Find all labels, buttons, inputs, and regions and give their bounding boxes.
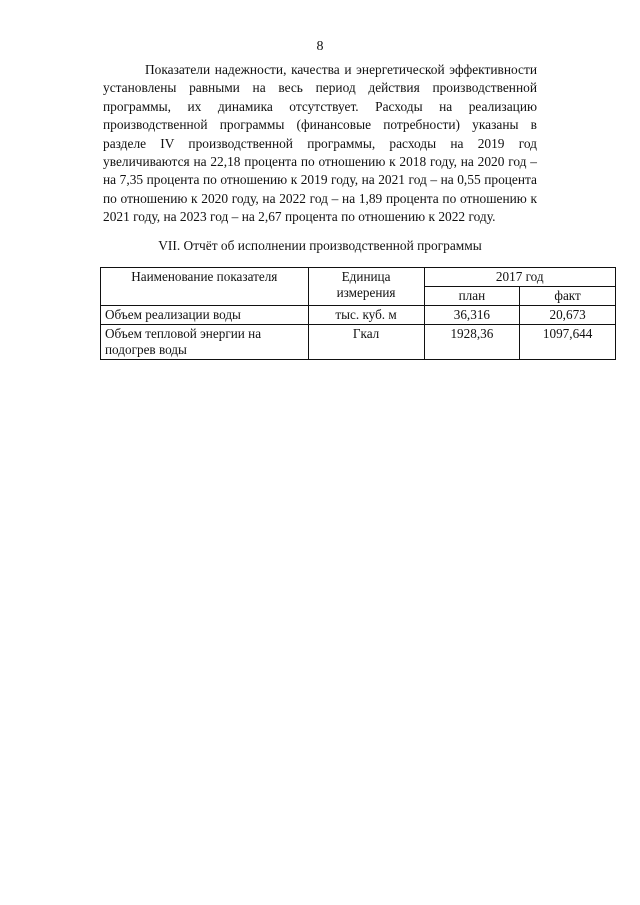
body-paragraph: Показатели надежности, качества и энергетической эффективности установлены равными на весь период действия производственной программы, их динамика отсутствует. Расходы на реализацию производственной программы (финансовые потребности) указаны в разделе IV производственной программы, расходы на 2019 год увеличиваются на 22,18 процента по отношению к 2018 году, на 2020 год – на 7,35 процента по отношению к 2019 году, на 2021 год – на 0,55 процента по отношению к 2020 году, на 2022 год – на 1,89 процента по отношению к 2021 году, на 2023 год – на 2,67 процента по отношению к 2022 году. [103,62,537,225]
page-number: 8 [316,39,324,54]
table-row [101,306,616,325]
row-name: Объем тепловой энергии на подогрев воды [101,325,309,360]
table-row [101,325,616,360]
row-unit: тыс. куб. м [308,306,424,325]
header-plan: план [424,287,520,306]
report-table [100,267,616,360]
row-plan: 36,316 [424,306,520,325]
row-plan: 1928,36 [424,325,520,360]
row-fact: 1097,644 [520,325,616,360]
row-unit: Гкал [308,325,424,360]
row-fact: 20,673 [520,306,616,325]
header-fact: факт [520,287,616,306]
section-title: VII. Отчёт об исполнении производственной программы [158,238,482,253]
row-name: Объем реализации воды [101,306,309,325]
header-indicator-name: Наименование показателя [101,268,309,306]
header-unit: Единица измерения [308,268,424,306]
header-year: 2017 год [424,268,616,287]
table-header-row [101,268,616,287]
